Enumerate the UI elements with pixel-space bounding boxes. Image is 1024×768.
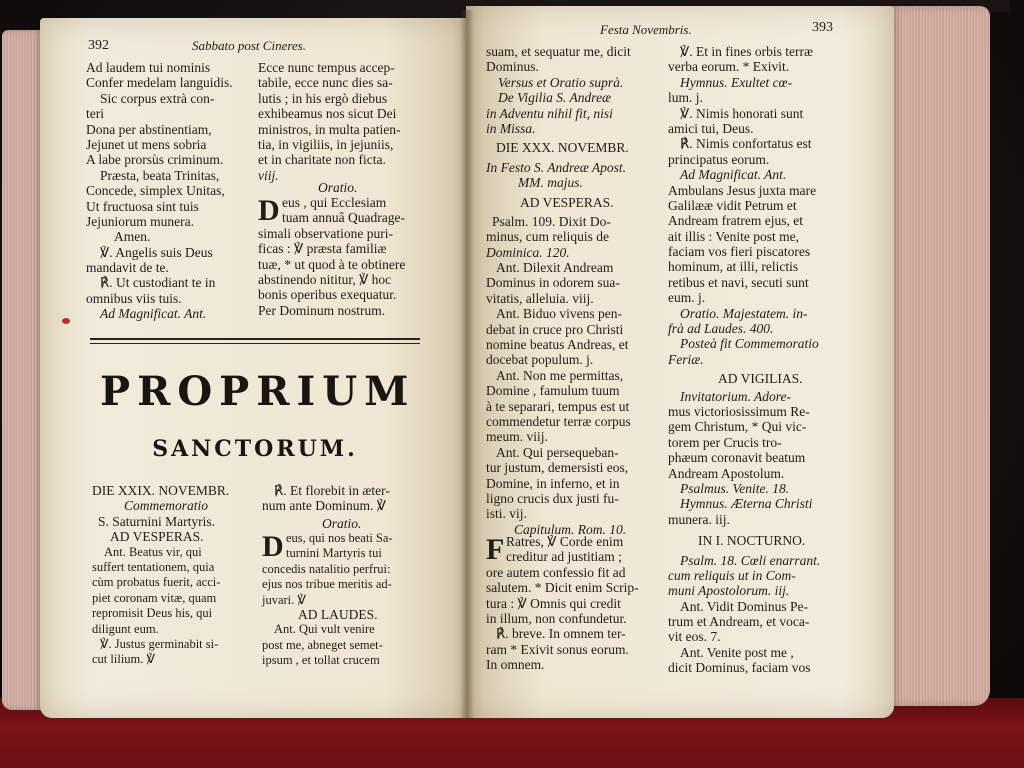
text-line: MM. majus. <box>518 175 583 191</box>
text-line: in illum, non confundetur. <box>486 610 627 626</box>
text-line: exhibeamus nos sicut Dei <box>258 106 397 122</box>
right-col1-text <box>486 44 631 537</box>
text-line: Ant. Qui persequeban- <box>496 444 619 460</box>
text-line: faciam vos fieri piscatores <box>668 244 811 260</box>
text-line: Dona per abstinentiam, <box>86 121 212 137</box>
text-line: Psalm. 109. Dixit Do- <box>492 213 611 229</box>
text-line: Ant. Beatus vir, qui <box>104 544 202 559</box>
text-line: AD LAUDES. <box>298 607 378 622</box>
text-line: lutis ; in his ergò diebus <box>258 90 388 106</box>
text-line: ℟. Nimis confortatus est <box>680 136 812 152</box>
text-line: tia, in vigiliis, in jejuniis, <box>258 136 394 152</box>
text-line: eus, qui nos beati Sa- <box>286 531 393 545</box>
left-col1-text <box>86 60 233 322</box>
text-line: ℣. Nimis honorati sunt <box>680 105 804 121</box>
book-gutter <box>460 10 474 718</box>
dropcap: D <box>258 194 280 227</box>
text-line: minus, cum reliquis de <box>486 229 609 245</box>
text-line: ℣. Angelis suis Deus <box>100 244 213 260</box>
text-line: Ant. Venite post me , <box>680 644 794 660</box>
text-line: ℟. Ut custodiant te in <box>100 275 216 291</box>
text-line: munera. iij. <box>668 511 730 527</box>
text-line: dicit Dominus, faciam vos <box>668 660 811 676</box>
text-line: bonis operibus exequatur. <box>258 287 397 303</box>
text-line: ipsum , et tollat crucem <box>262 653 380 668</box>
text-line: creditur ad justitiam ; <box>506 549 622 565</box>
text-line: Capitulum. Rom. 10. <box>514 521 627 537</box>
text-line: ℟. Et florebit in æter- <box>274 483 390 498</box>
capitulum-text <box>486 534 639 673</box>
text-line: post me, abneget semet- <box>262 637 383 652</box>
text-line: Ant. Qui vult venire <box>274 622 375 637</box>
text-line: Hymnus. Æterna Christi <box>680 496 813 512</box>
text-line: Psalm. 18. Cœli enarrant. <box>680 552 821 568</box>
text-line: Feriæ. <box>668 351 704 367</box>
text-line: Amen. <box>114 229 151 245</box>
text-line: juvari. ℣ <box>262 592 306 607</box>
text-line: S. Saturnini Martyris. <box>98 513 215 529</box>
text-line: In omnem. <box>486 657 545 673</box>
section-subtitle: SANCTORUM. <box>152 436 358 462</box>
text-line: in Adventu nihil fit, nisi <box>486 105 613 121</box>
text-line: tabile, ecce nunc dies sa- <box>258 75 393 91</box>
text-line: docebat populum. j. <box>486 352 594 368</box>
text-line: Domine , famulum tuum <box>486 383 620 399</box>
text-line: Per Dominum nostrum. <box>258 302 386 318</box>
text-line: phæum coronavit beatum <box>668 450 806 466</box>
text-line: frà ad Laudes. 400. <box>668 321 774 337</box>
text-line: Ant. Dilexit Andream <box>496 260 614 276</box>
text-line: Hymnus. Exultet cœ- <box>680 74 793 90</box>
text-line: omnibus viis tuis. <box>86 290 182 306</box>
text-line: vit eos. 7. <box>668 629 721 645</box>
dropcap: F <box>486 533 505 566</box>
text-line: suffert tentationem, quia <box>92 559 215 574</box>
text-line: hominum, at illi, relictis <box>668 259 799 275</box>
text-line: gem Christum, * Qui vic- <box>668 419 807 435</box>
text-line: Commemoratio <box>124 498 208 514</box>
text-line: Ad Magnificat. Ant. <box>100 306 207 322</box>
text-line: Ad laudem tui nominis <box>86 60 211 75</box>
text-line: in Missa. <box>486 120 536 136</box>
text-line: torem per Crucis tro- <box>668 434 782 450</box>
text-line: viij. <box>258 167 279 183</box>
text-line: trum et Andream, et voca- <box>668 614 810 630</box>
text-line: ejus nos tribue meritis ad- <box>262 577 392 592</box>
left-running-head: Sabbato post Cineres. <box>192 38 306 53</box>
text-line: tuam annuâ Quadrage- <box>282 210 405 226</box>
text-line: suam, et sequatur me, dicit <box>486 44 631 59</box>
text-line: Galilææ vidit Petrum et <box>668 197 797 213</box>
text-line: DIE XXIX. NOVEMBR. <box>92 483 230 498</box>
text-line: ℣. Justus germinabit si- <box>100 636 219 651</box>
text-line: muni Apostolorum. iij. <box>668 583 790 599</box>
text-line: Posteà fit Commemoratio <box>680 336 819 352</box>
text-line: Versus et Oratio suprà. <box>498 74 624 90</box>
text-line: De Vigilia S. Andreæ <box>498 90 611 106</box>
text-line: A labe prorsùs criminum. <box>86 152 224 168</box>
text-line: teri <box>86 106 104 122</box>
divider-rule <box>90 338 420 340</box>
bottom-left-col1 <box>92 483 229 668</box>
text-line: Ant. Non me permittas, <box>496 367 624 383</box>
text-line: eum. j. <box>668 290 706 306</box>
text-line: AD VESPERAS. <box>520 194 614 210</box>
text-line: vitatis, alleluia. viij. <box>486 290 594 306</box>
left-col2-text <box>258 60 400 183</box>
bottom-left-col2-bottom <box>262 607 383 669</box>
text-line: ait illis : Venite post me, <box>668 228 799 244</box>
text-line: tuæ, * ut quod à te obtinere <box>258 256 406 272</box>
text-line: Psalmus. Venite. 18. <box>680 480 790 496</box>
text-line: Dominus. <box>486 59 539 75</box>
text-line: et in charitate non ficta. <box>258 152 386 168</box>
text-line: AD VESPERAS. <box>110 529 204 545</box>
text-line: nomine beatus Andreas, et <box>486 337 629 353</box>
text-line: Andream fratrem ejus, et <box>668 213 803 229</box>
text-line: Confer medelam languidis. <box>86 75 233 91</box>
text-line: Dominus in odorem sua- <box>486 275 620 291</box>
text-line: In Festo S. Andreæ Apost. <box>486 159 626 175</box>
text-line: eus , qui Ecclesiam <box>282 195 387 210</box>
text-line: Concede, simplex Unitas, <box>86 183 225 199</box>
text-line: debat in cruce pro Christi <box>486 321 624 337</box>
text-line: Domine, in inferno, et in <box>486 475 620 491</box>
text-line: Præsta, beata Trinitas, <box>100 167 220 183</box>
text-line: cut lilium. ℣ <box>92 652 156 667</box>
right-page-number: 393 <box>812 20 833 35</box>
text-line: concedis natalitio perfrui: <box>262 561 391 576</box>
text-line: ficas : ℣ præsta familiæ <box>258 241 387 257</box>
text-line: retibus et navi, secuti sunt <box>668 274 809 290</box>
text-line: à te separari, tempus est ut <box>486 398 630 414</box>
oratio2-heading: Oratio. <box>322 516 362 531</box>
text-line: mus victoriosissimum Re- <box>668 403 810 419</box>
text-line: Ratres, ℣ Corde enim <box>506 534 624 549</box>
text-line: turnini Martyris tui <box>286 546 382 561</box>
oratio-text <box>258 195 405 318</box>
left-page-edges <box>2 30 42 710</box>
text-line: mandavit de te. <box>86 260 169 276</box>
text-line: lum. j. <box>668 90 703 106</box>
dropcap: D <box>262 530 284 563</box>
text-line: Andream Apostolum. <box>668 465 785 481</box>
text-line: cum reliquis ut in Com- <box>668 567 796 583</box>
text-line: Ambulans Jesus juxta mare <box>668 182 817 198</box>
text-line: cùm probatus fuerit, acci- <box>92 575 221 590</box>
text-line: ℣. Et in fines orbis terræ <box>680 44 813 59</box>
divider-rule <box>90 343 420 344</box>
text-line: Ant. Vidit Dominus Pe- <box>680 598 808 614</box>
right-page-edges <box>890 6 990 706</box>
text-line: num ante Dominum. ℣ <box>262 498 386 514</box>
text-line: principatus eorum. <box>668 151 770 167</box>
text-line: meum. viij. <box>486 429 548 445</box>
text-line: piet coronam vitæ, quam <box>92 590 217 605</box>
left-page-number: 392 <box>88 38 109 53</box>
text-line: DIE XXX. NOVEMBR. <box>496 140 629 156</box>
right-col2-text <box>668 44 820 676</box>
section-title: PROPRIUM <box>100 368 416 415</box>
text-line: Jejuniorum munera. <box>86 213 194 229</box>
text-line: Ut fructuosa sint tuis <box>86 198 199 214</box>
text-line: Sic corpus extrà con- <box>100 90 215 106</box>
text-line: ligno crucis dux justi fu- <box>486 490 619 506</box>
text-line: Ant. Biduo vivens pen- <box>496 306 622 322</box>
ink-mark <box>62 318 70 324</box>
text-line: Invitatorium. Adore- <box>680 388 791 404</box>
text-line: simali observatione puri- <box>258 225 393 241</box>
text-line: AD VIGILIAS. <box>718 371 803 387</box>
text-line: commendetur terræ corpus <box>486 413 631 429</box>
text-line: ram * Exivit sonus eorum. <box>486 641 629 657</box>
right-running-head: Festa Novembris. <box>600 22 692 37</box>
text-line: tura : ℣ Omnis qui credit <box>486 595 621 611</box>
text-line: abstinendo nititur, ℣ hoc <box>258 271 392 287</box>
oratio2-text <box>262 531 393 608</box>
text-line: Oratio. Majestatem. in- <box>680 305 808 321</box>
text-line: ministros, in multa patien- <box>258 121 401 137</box>
text-line: repromisit Deus his, qui <box>92 606 213 621</box>
text-line: diligunt eum. <box>92 621 159 636</box>
text-line: isti. vij. <box>486 506 527 522</box>
text-line: Ecce nunc tempus accep- <box>258 60 395 75</box>
text-line: IN I. NOCTURNO. <box>698 533 806 549</box>
text-line: ℟. breve. In omnem ter- <box>496 626 626 642</box>
text-line: tur justum, demersisti eos, <box>486 460 629 476</box>
oratio-heading: Oratio. <box>318 180 358 195</box>
text-line: salutem. * Dicit enim Scrip- <box>486 580 639 596</box>
text-line: ore autem confessio fit ad <box>486 564 626 580</box>
text-line: Ad Magnificat. Ant. <box>680 167 787 183</box>
text-line: Dominica. 120. <box>486 244 570 260</box>
bottom-left-col2-top <box>262 483 390 514</box>
text-line: amici tui, Deus. <box>668 120 754 136</box>
text-line: Jejunet ut mens sobria <box>86 136 207 152</box>
text-line: verba eorum. * Exivit. <box>668 59 790 75</box>
